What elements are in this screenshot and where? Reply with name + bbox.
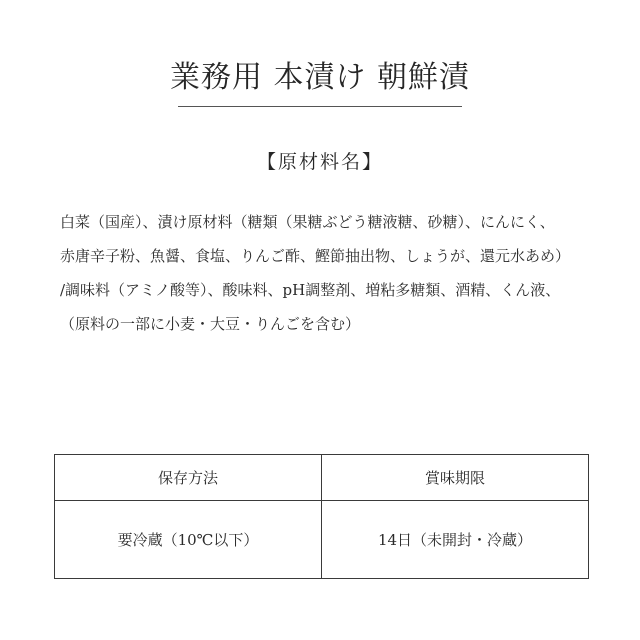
best-before-header: 賞味期限 <box>322 455 589 501</box>
ingredients-text <box>60 205 590 341</box>
table-row <box>55 501 589 579</box>
storage-info-table <box>54 454 589 579</box>
product-title: 業務用 本漬け 朝鮮漬 <box>169 60 471 95</box>
ingredients-line: /調味料（アミノ酸等）、酸味料、pH調整剤、増粘多糖類、酒精、くん液、 <box>60 281 561 299</box>
storage-method-value: 要冷蔵（10℃以下） <box>55 501 322 579</box>
ingredients-line: 白菜（国産）、漬け原材料（糖類（果糖ぶどう糖液糖、砂糖）、にんにく、 <box>60 213 555 231</box>
ingredients-line: 赤唐辛子粉、魚醤、食塩、りんご酢、鰹節抽出物、しょうが、還元水あめ） <box>60 247 571 265</box>
storage-method-header: 保存方法 <box>55 455 322 501</box>
title-divider <box>178 106 462 107</box>
best-before-value: 14日（未開封・冷蔵） <box>322 501 589 579</box>
ingredients-heading: 【原材料名】 <box>256 151 383 173</box>
ingredients-line: （原料の一部に小麦・大豆・りんごを含む） <box>60 315 361 333</box>
table-header-row <box>55 455 589 501</box>
